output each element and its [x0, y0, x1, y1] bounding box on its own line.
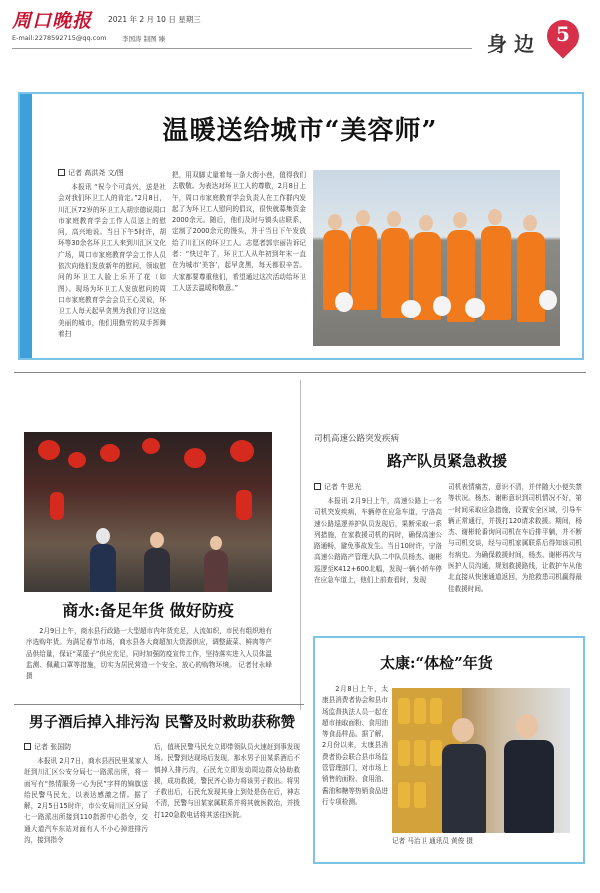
- article5-byline: 记者 张国防: [24, 742, 71, 752]
- byline-box-icon: [24, 743, 31, 750]
- page-number-badge: [544, 20, 582, 62]
- article4-body: 2月8日上午，太康县消费者协会和县市场监督执法人员一起在超市抽取面粉、食用油等食品样品。据了解，2月份以来，太康县消费者协会联合县市场监管管理部门，对市场上销售的面粉、食用油、酱油和糖等热销食品进行专项检测。: [322, 685, 388, 806]
- sanitation-workers-photo: [313, 170, 560, 346]
- article1-column-1: 本报讯 “祝今个可高兴，送是社会对我们环卫工人的肯定。”2月8日，川汇区72岁的环卫工人胡宗德说周口市家庭教育学会工作人员送上的慰问，高兴地说。当日下午5时许，胡环等30余名环卫工人来到川汇区文化广场，周口市家庭教育学会工作人员依次向他们发放新年的慰问，领取慰问的环卫工人脸上乐开了花（如图）。现场为环卫工人发放慰问的周口市家庭教育学会会员王心灵说，环卫工人每天起早贪黑为我们守卫这座美丽的城市，他们用勤劳的双手挥舞着扫: [58, 183, 166, 338]
- contact-email: E-mail:2278592715@qq.com: [12, 34, 107, 42]
- article4-title: 太康:“体检”年货: [380, 654, 493, 672]
- article3-title: 路产队员紧急救援: [386, 452, 507, 470]
- food-inspection-photo: [392, 688, 570, 833]
- masthead-rule: [12, 48, 472, 49]
- supermarket-photo: [24, 432, 272, 592]
- page-number: 5: [556, 22, 570, 46]
- article2-body: 2月9日上午，商水县行政路一大型超市内年货充足，人流如织，市民有组织地有序选购年货。为满足春节市场，商水县各大商超加大货源供应，调整蔬菜、鲜肉等产品供给量，保证“菜篮子”供应充足，同时加强防疫宣传工作，坚持落实进入人员体温监测、佩戴口罩等措施，切实为居民营造一个安全、放心的购物环境。 记者付永峰 摄: [26, 627, 272, 681]
- editors-line: 李国涛 制图 臻: [122, 35, 166, 43]
- article1-byline: 记者 高洪尧 文/图: [58, 168, 124, 178]
- issue-date: 2021 年 2 月 10 日 星期三: [108, 15, 201, 24]
- newspaper-logo: 周口晚报: [12, 10, 93, 32]
- byline-box-icon: [58, 169, 65, 176]
- masthead: [12, 6, 588, 64]
- article1-column-2: 把，用双脚丈量着每一条大街小巷，值得我们去敬敬。为表达对环卫工人的尊敬，2月8日上午，周口市家庭教育学会负责人在工作群内发起了为环卫工人慰问的倡议，很快就募集资金2000余元。随后，他们及时与镇头店联系，定制了2000余元的馒头，并于当日下午发放给了川汇区的环卫工人。志愿者郭宗丽告诉记者：“快过年了，环卫工人从年初到年末一直在为城市‘美容’，起早贪黑，每天都很辛苦。大家都要尊重他们，希望通过这次活动给环卫工人送去温暖和敬意。”: [172, 171, 306, 292]
- article4-credit: 记者 马治卫 通讯员 黄俊 摄: [392, 837, 473, 845]
- article3-byline: 记者 牛思光: [314, 482, 361, 492]
- section-divider: [14, 372, 586, 373]
- article1-headline: 温暖送给城市“美容师”: [162, 116, 438, 146]
- article5-title: 男子酒后掉入排污沟 民警及时救助获称赞: [28, 714, 296, 731]
- article3-column-2: 司机表情痛苦，意识不清，并伴随大小便失禁等状况。杨杰、谢彬意识到司机情况不好，第一时间采取应急措施，设置安全区域，引导车辆正常通行，并拨打120请求救援。期间，杨杰、谢彬轮番询问司机在车后排平躺，并不断与司机交谈，经与司机家属联系后得知该司机有病史。为确保救援时间，杨杰、谢彬再次与医护人员沟通，规划救援路线，让救护车从他北直接从快速通道返回，为抢救患司机赢得最佳救援时间。: [448, 483, 582, 593]
- section-title: 身 边: [487, 32, 534, 56]
- byline-box-icon: [314, 483, 321, 490]
- article3-column-1: 本报讯 2月9日上午，高速公路上一名司机突发疾病，车辆停在应急车道，宁洛高速公路巡逻养护队员发现后，果断采取一系列措施，在家救援司机的同时，确保高速公路通畅，避免事故发生。当日10时许，宁洛高速公路路产管理大队二中队员杨杰、谢彬巡逻至K412+600北幅，发现一辆小轿车停在应急车道上，他们上前查看时，发现: [314, 497, 442, 585]
- article5-column-2: 后，值班民警马民允立即带领队员火速赶到事发现场。民警到达现场后发现，那水男子田某系酒后不慎掉入排污沟，石民允立即发动周边群众协助救援，成功救援，警民齐心协力将该男子救出。将男子救出后，石民允发现其身上到处是伤在后，神志不清，民警与田某家属联系并将其就医救治，并拨打120急救电话将其送往医院。: [154, 743, 300, 819]
- column-divider: [300, 380, 301, 710]
- article5-column-1: 本报讯 2月7日，商水县西民里某家人赶到川汇区公安分局七一路派出所，将一面写有“热情服务一心为民”字样的锦旗送给民警马民允，以表达感激之情。据了解，2月5日15时许，市公安局川汇区分局七一路派出所接到110指挥中心指令，交通大道汽车东站对面有人不小心掉进排污沟，接到指令: [24, 757, 148, 845]
- article2-title: 商水:备足年货 做好防疫: [62, 601, 234, 620]
- article3-kicker: 司机高速公路突发疾病: [314, 434, 400, 444]
- article5-top-rule: [14, 704, 304, 705]
